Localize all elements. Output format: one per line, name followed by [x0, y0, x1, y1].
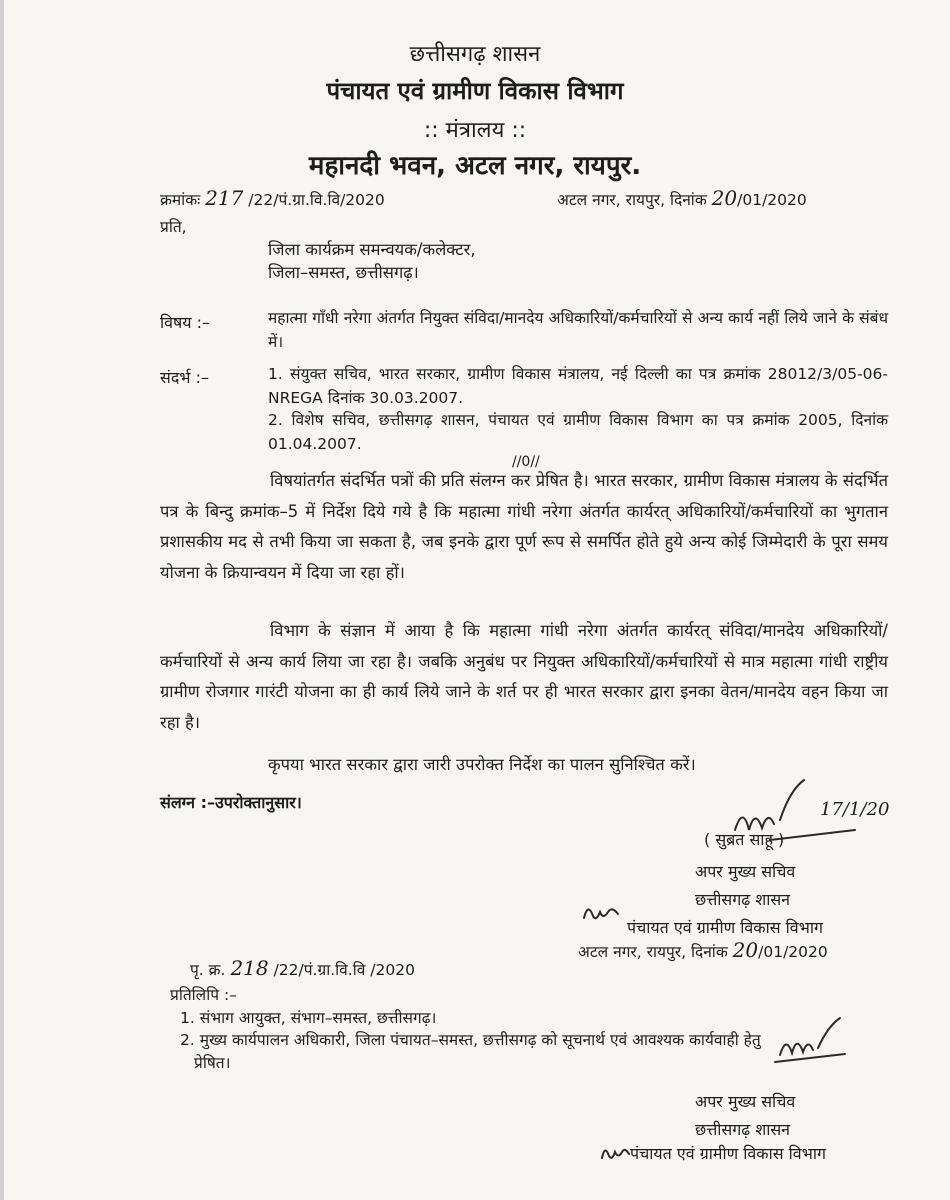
- copy-item-2-cont: प्रेषित।: [194, 1054, 231, 1072]
- reference-item-1: 1. संयुक्त सचिव, भारत सरकार, ग्रामीण विकास मंत्रालय, नई दिल्ली का पत्र क्रमांक 28012/3/05-06-NREGA दिनांक 30.03.2007.: [268, 365, 888, 407]
- copy-place-prefix: अटल नगर, रायपुर, दिनांक: [578, 943, 728, 961]
- header-department: पंचायत एवं ग्रामीण विकास विभाग: [326, 77, 624, 105]
- body-paragraph-2: विभाग के संज्ञान में आया है कि महात्मा गांधी नरेगा अंतर्गत कार्यरत् संविदा/मानदेय अधिकारियों/कर्मचारियों से अन्य कार्य लिया जा रहा है। जबकि अनुबंध पर नियुक्त अधिकारियों/कर्मचारियों से मात्र महात्मा गांधी राष्ट्रीय ग्रामीण रोजगार गारंटी योजना का ही कार्य लिये जाने के शर्त पर ही भारत सरकार द्वारा इनका वेतन/मानदेय वहन किया जा रहा है।: [160, 621, 888, 732]
- copy-place-date: [578, 940, 828, 962]
- header-address: महानदी भवन, अटल नगर, रायपुर.: [308, 151, 642, 181]
- ref-place-prefix: अटल नगर, रायपुर, दिनांक: [557, 191, 707, 209]
- signatory-2-designation: अपर मुख्य सचिव: [695, 1092, 796, 1111]
- ref-label: क्रमांकः: [160, 191, 201, 209]
- body-paragraph-3: कृपया भारत सरकार द्वारा जारी उपरोक्त निर्देश का पालन सुनिश्चित करें।: [268, 755, 696, 774]
- copy-handwritten-number: 218: [230, 956, 269, 980]
- signatory-department: पंचायत एवं ग्रामीण विकास विभाग: [627, 918, 824, 937]
- signature-1-date: 17/1/20: [820, 799, 890, 820]
- copy-handwritten-day: 20: [732, 938, 759, 962]
- enclosure: संलग्न :–उपरोक्तानुसार।: [160, 793, 302, 812]
- signatory-2-department: पंचायत एवं ग्रामीण विकास विभाग: [630, 1144, 827, 1163]
- separator: //0//: [512, 454, 540, 470]
- copy-ref-label: पृ. क्र.: [190, 961, 226, 979]
- copy-item-2: 2. मुख्य कार्यपालन अधिकारी, जिला पंचायत–समस्त, छत्तीसगढ़ को सूचनार्थ एवं आवश्यक कार्यवाही हेतु: [180, 1031, 761, 1049]
- ref-handwritten-number: 217: [205, 186, 244, 210]
- signature-2-icon: [770, 1010, 860, 1070]
- reference-label: संदर्भ :–: [160, 368, 210, 387]
- copy-ref-rest: /22/पं.ग्रा.वि.वि /2020: [273, 961, 415, 979]
- signatory-govt: छत्तीसगढ़ शासन: [695, 890, 791, 909]
- prati-label: प्रति,: [160, 218, 187, 236]
- ref-handwritten-day: 20: [711, 186, 738, 210]
- addressee-line2: जिला–समस्त, छत्तीसगढ़।: [268, 263, 419, 282]
- ref-date-rest: /01/2020: [737, 191, 807, 209]
- subject-text: महात्मा गाँधी नरेगा अंतर्गत नियुक्त संविदा/मानदेय अधिकारियों/कर्मचारियों से अन्य कार्य नहीं लिये जाने के संबंध में।: [268, 309, 888, 351]
- signatory-designation: अपर मुख्य सचिव: [695, 862, 796, 881]
- ref-number-rest: /22/पं.ग्रा.वि.वि/2020: [248, 191, 385, 209]
- initials-2-icon: [598, 1138, 632, 1166]
- addressee-line1: जिला कार्यक्रम समन्वयक/कलेक्टर,: [268, 240, 476, 259]
- subject-label: विषय :–: [160, 313, 211, 332]
- reference-number: [160, 188, 385, 210]
- copy-reference-number: [190, 958, 415, 980]
- signatory-2-govt: छत्तीसगढ़ शासन: [695, 1120, 791, 1139]
- copy-date-rest: /01/2020: [758, 943, 828, 961]
- signatory-name: ( सुब्रत साहू ): [704, 830, 785, 849]
- reference-item-2: 2. विशेष सचिव, छत्तीसगढ़ शासन, पंचायत एवं ग्रामीण विकास विभाग का पत्र क्रमांक 2005, दिनांक 01.04.2007.: [268, 411, 888, 453]
- body-paragraph-1: विषयांतर्गत संदर्भित पत्रों की प्रति संलग्न कर प्रेषित है। भारत सरकार, ग्रामीण विकास मंत्रालय के संदर्भित पत्र के बिन्दु क्रमांक–5 में निर्देश दिये गये है कि महात्मा गांधी नरेगा अंतर्गत कार्यरत् अधिकारियों/कर्मचारियों का भुगतान प्रशासकीय मद से तभी किया जा सकता है, जब इनके द्वारा पूर्ण रूप से समर्पित होते हुये अन्य कोई जिम्मेदारी के पूरा समय योजना के क्रियान्वयन में दिया जा रहा हों।: [160, 471, 888, 582]
- copy-item-1: 1. संभाग आयुक्त, संभाग–समस्त, छत्तीसगढ़।: [180, 1009, 437, 1027]
- ref-place-date: [557, 188, 807, 210]
- header-ministry: :: मंत्रालय ::: [423, 118, 527, 143]
- initials-1-icon: [578, 898, 628, 928]
- header-state: छत्तीसगढ़ शासन: [409, 42, 541, 67]
- pratilipi-label: प्रतिलिपि :–: [170, 986, 237, 1004]
